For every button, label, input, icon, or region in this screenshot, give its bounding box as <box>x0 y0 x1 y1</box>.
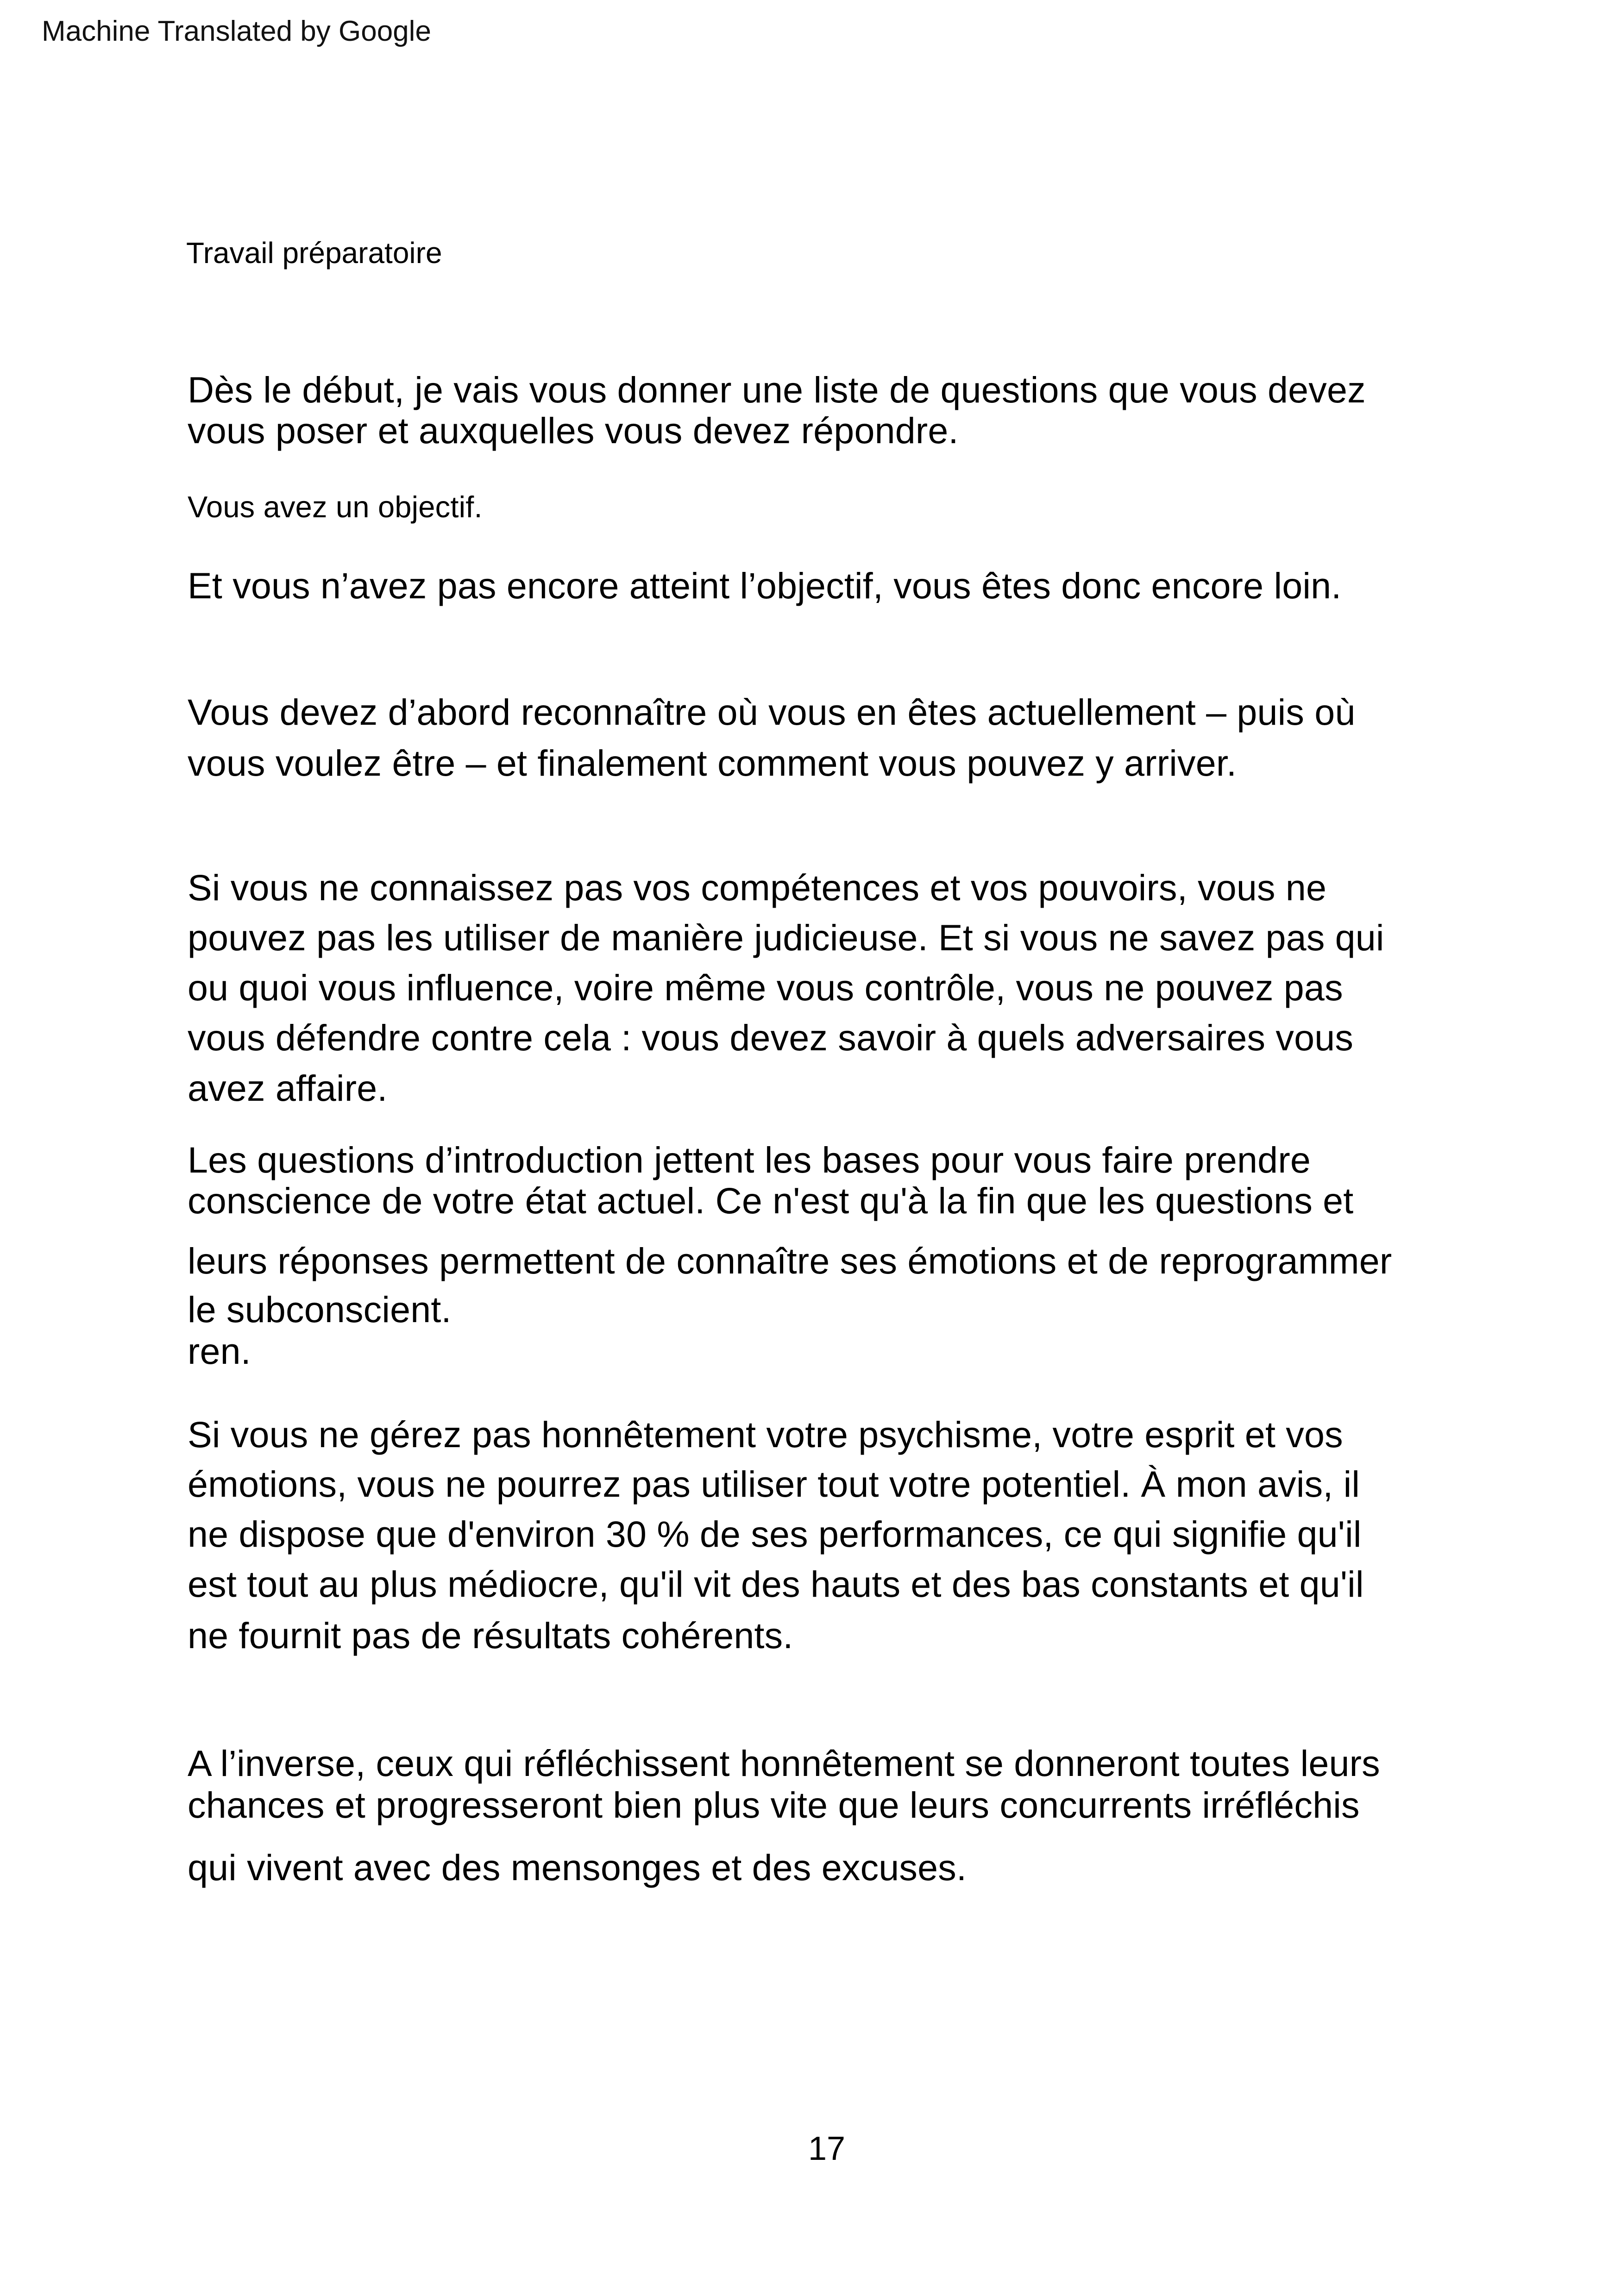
paragraph-line: Et vous n’avez pas encore atteint l’objectif, vous êtes donc encore loin. <box>188 565 1342 606</box>
paragraph-line: vous poser et auxquelles vous devez répondre. <box>188 410 959 451</box>
page-number: 17 <box>808 2130 846 2167</box>
paragraph-line: pouvez pas les utiliser de manière judicieuse. Et si vous ne savez pas qui <box>188 917 1384 958</box>
paragraph-line: vous défendre contre cela : vous devez savoir à quels adversaires vous <box>188 1017 1354 1058</box>
paragraph-line: Dès le début, je vais vous donner une liste de questions que vous devez <box>188 369 1366 410</box>
paragraph-line: ne dispose que d'environ 30 % de ses performances, ce qui signifie qu'il <box>188 1513 1362 1555</box>
paragraph-line: ne fournit pas de résultats cohérents. <box>188 1615 793 1656</box>
paragraph-line: vous voulez être – et finalement comment vous pouvez y arriver. <box>188 742 1237 784</box>
paragraph-line: est tout au plus médiocre, qu'il vit des hauts et des bas constants et qu'il <box>188 1563 1364 1605</box>
paragraph-line: conscience de votre état actuel. Ce n'est qu'à la fin que les questions et <box>188 1180 1354 1221</box>
paragraph-line: Si vous ne connaissez pas vos compétences et vos pouvoirs, vous ne <box>188 867 1327 908</box>
paragraph-line: le subconscient. <box>188 1289 452 1330</box>
paragraph-line: Vous avez un objectif. <box>188 490 483 524</box>
machine-translation-watermark: Machine Translated by Google <box>42 15 431 47</box>
paragraph-line: avez affaire. <box>188 1067 388 1109</box>
paragraph-line: Vous devez d’abord reconnaître où vous en êtes actuellement – puis où <box>188 691 1356 733</box>
paragraph-line: Si vous ne gérez pas honnêtement votre psychisme, votre esprit et vos <box>188 1414 1343 1455</box>
paragraph-line: émotions, vous ne pourrez pas utiliser tout votre potentiel. À mon avis, il <box>188 1463 1360 1505</box>
paragraph-line: qui vivent avec des mensonges et des excuses. <box>188 1847 967 1888</box>
paragraph-line: Les questions d’introduction jettent les bases pour vous faire prendre <box>188 1139 1311 1180</box>
paragraph-line: ren. <box>188 1330 251 1372</box>
section-title: Travail préparatoire <box>186 236 442 270</box>
paragraph-line: A l’inverse, ceux qui réfléchissent honnêtement se donneront toutes leurs <box>188 1743 1380 1784</box>
paragraph-line: ou quoi vous influence, voire même vous contrôle, vous ne pouvez pas <box>188 967 1343 1008</box>
paragraph-line: leurs réponses permettent de connaître ses émotions et de reprogrammer <box>188 1240 1392 1281</box>
paragraph-line: chances et progresseront bien plus vite que leurs concurrents irréfléchis <box>188 1784 1360 1826</box>
